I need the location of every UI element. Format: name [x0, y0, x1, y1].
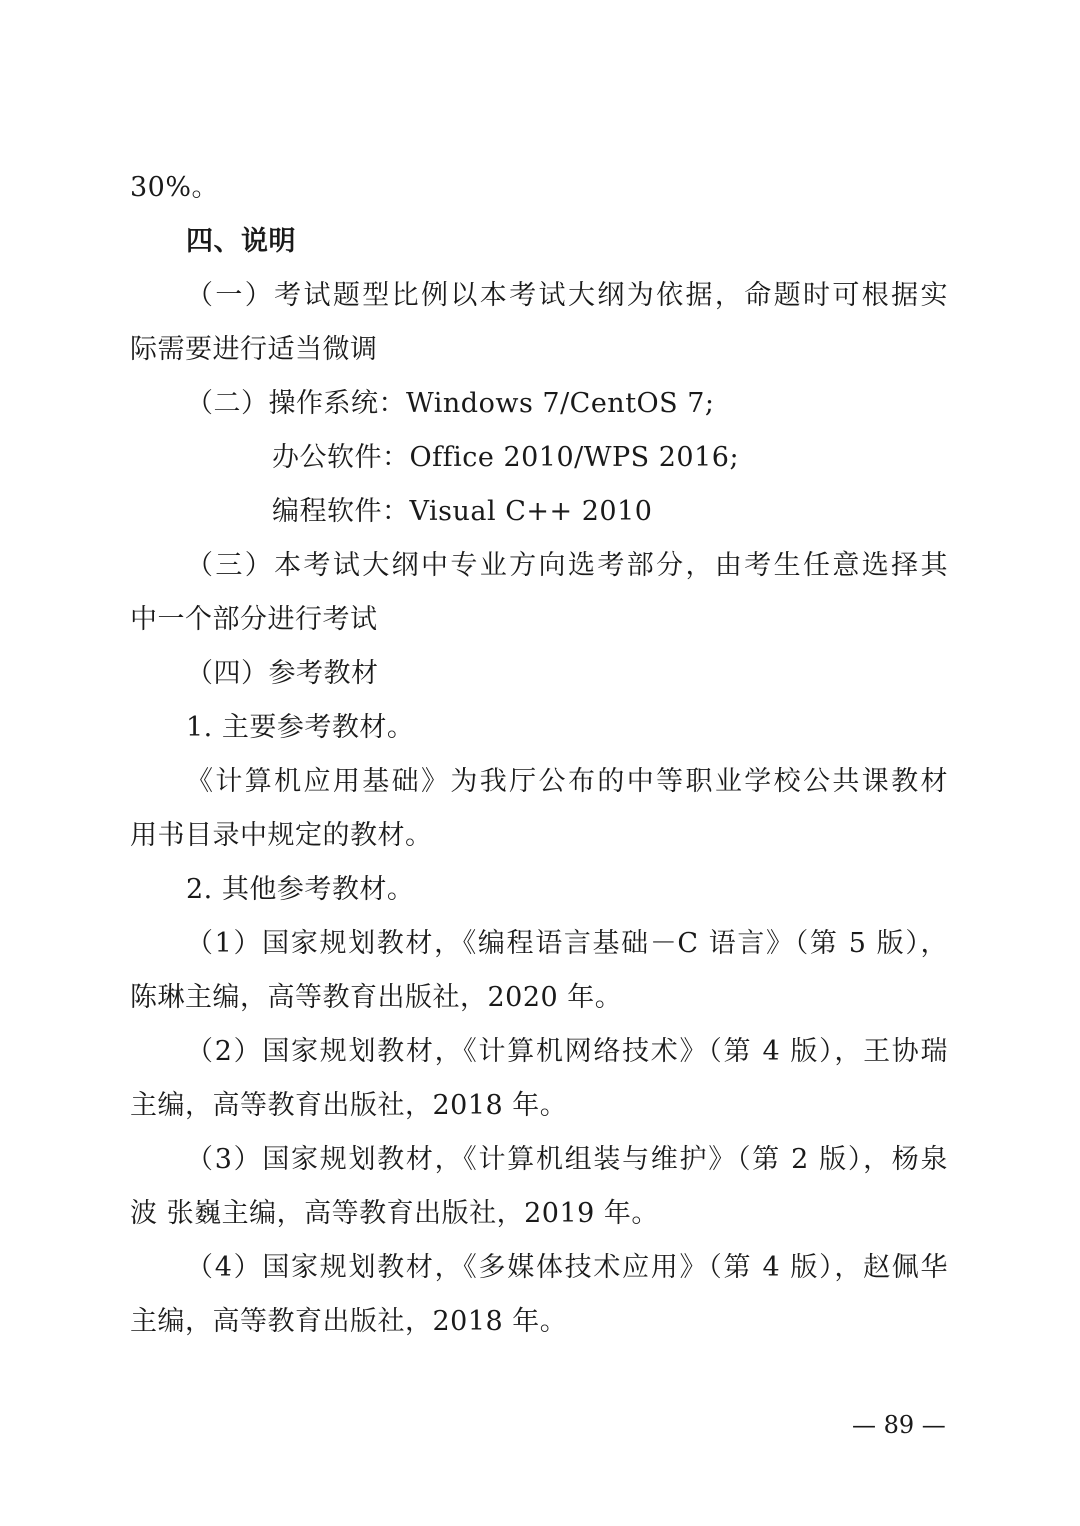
reference-1-line-2: 陈琳主编，高等教育出版社，2020 年。 [130, 982, 623, 1013]
text-line-percent: 30%。 [130, 172, 220, 203]
reference-1-line-1: （1）国家规划教材，《编程语言基础－C 语言》（第 5 版）， [186, 928, 948, 959]
reference-2-line-2: 主编，高等教育出版社，2018 年。 [130, 1090, 568, 1121]
reference-4-line-2: 主编，高等教育出版社，2018 年。 [130, 1306, 568, 1337]
note-3-line-1: （三）本考试大纲中专业方向选考部分，由考生任意选择其 [186, 550, 948, 581]
main-reference-heading: 1. 主要参考教材。 [186, 712, 415, 743]
reference-2-line-1: （2）国家规划教材，《计算机网络技术》（第 4 版），王协瑞 [186, 1036, 948, 1067]
reference-3-line-1: （3）国家规划教材，《计算机组装与维护》（第 2 版），杨泉 [186, 1144, 948, 1175]
note-4-reference-textbooks: （四）参考教材 [186, 658, 379, 689]
reference-3-line-2: 波 张巍主编，高等教育出版社，2019 年。 [130, 1198, 659, 1229]
main-reference-line-2: 用书目录中规定的教材。 [130, 820, 433, 851]
reference-4-line-1: （4）国家规划教材，《多媒体技术应用》（第 4 版），赵佩华 [186, 1252, 948, 1283]
note-3-line-2: 中一个部分进行考试 [130, 604, 378, 635]
other-reference-heading: 2. 其他参考教材。 [186, 874, 415, 905]
note-2-operating-system: （二）操作系统：Windows 7/CentOS 7; [186, 388, 715, 419]
main-reference-line-1: 《计算机应用基础》为我厅公布的中等职业学校公共课教材 [186, 766, 948, 797]
note-2-programming-software: 编程软件：Visual C++ 2010 [272, 496, 653, 527]
page-number: — 89 — [852, 1411, 946, 1439]
note-2-office-software: 办公软件：Office 2010/WPS 2016; [272, 442, 740, 473]
note-1-line-1: （一）考试题型比例以本考试大纲为依据，命题时可根据实 [186, 280, 948, 311]
section-heading-notes: 四、说明 [186, 226, 296, 257]
note-1-line-2: 际需要进行适当微调 [130, 334, 378, 365]
